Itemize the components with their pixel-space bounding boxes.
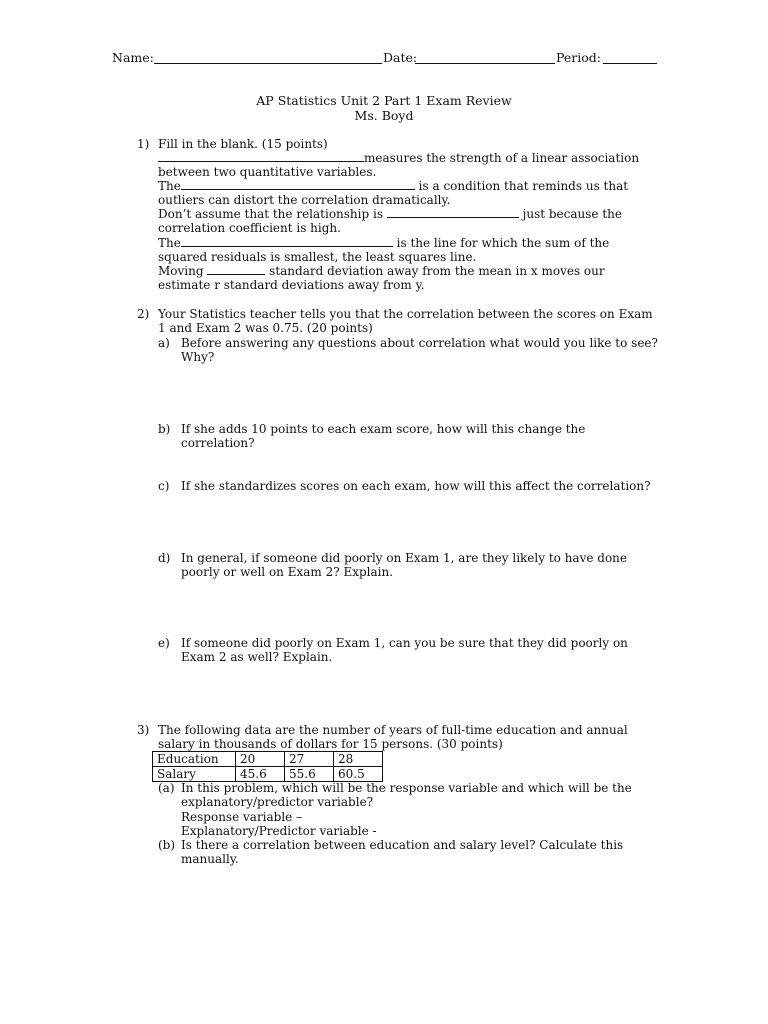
name-label: Name: bbox=[112, 50, 154, 65]
q2-part-c-label: c) bbox=[158, 479, 170, 493]
blank-1[interactable] bbox=[158, 151, 364, 162]
q1-line3-text: is a condition that reminds us that bbox=[414, 179, 629, 193]
q1-line1-text: measures the strength of a linear association bbox=[364, 151, 640, 165]
q3-part-a-text: In this problem, which will be the response variable and which will be the explanatory/predictor variable? bbox=[181, 781, 632, 810]
q3-response-variable: Response variable – bbox=[181, 810, 303, 824]
table-cell: 20 bbox=[236, 752, 285, 767]
q1-line5-start: Don’t assume that the relationship is bbox=[158, 207, 387, 221]
q2-part-e-text: If someone did poorly on Exam 1, can you be sure that they did poorly on Exam 2 as well? Explain. bbox=[181, 636, 628, 665]
question-2-number: 2) bbox=[137, 307, 150, 321]
student-info-line bbox=[112, 50, 657, 68]
period-label: Period: bbox=[556, 50, 601, 65]
q1-line7-text: is the line for which the sum of the bbox=[392, 236, 610, 250]
question-1-line-1 bbox=[158, 151, 639, 165]
table-cell: 45.6 bbox=[236, 767, 285, 782]
q2-part-a-text: Before answering any questions about correlation what would you like to see? Why? bbox=[181, 336, 658, 365]
blank-3[interactable] bbox=[387, 207, 519, 218]
question-3-text: The following data are the number of years of full-time education and annual salary in thousands of dollars for 15 persons. (30 points) bbox=[158, 723, 628, 752]
question-1-line-3 bbox=[158, 179, 628, 193]
question-2-text: Your Statistics teacher tells you that the correlation between the scores on Exam 1 and Exam 2 was 0.75. (20 points) bbox=[158, 307, 653, 336]
q2-part-d-text: In general, if someone did poorly on Exam 1, are they likely to have done poorly or well on Exam 2? Explain. bbox=[181, 551, 628, 580]
table-row bbox=[153, 752, 383, 767]
q1-line3-start: The bbox=[158, 179, 181, 193]
q2-part-d-label: d) bbox=[158, 551, 171, 565]
q3-explanatory-variable: Explanatory/Predictor variable - bbox=[181, 824, 377, 838]
name-blank[interactable] bbox=[154, 63, 382, 64]
question-1-line-2: between two quantitative variables. bbox=[158, 165, 377, 179]
table-row bbox=[153, 767, 383, 782]
q2-part-b-label: b) bbox=[158, 422, 171, 436]
q2-part-c-text: If she standardizes scores on each exam, how will this affect the correlation? bbox=[181, 479, 651, 493]
question-1-line-7 bbox=[158, 236, 609, 250]
question-1-line-8: squared residuals is smallest, the least squares line. bbox=[158, 250, 477, 264]
question-1-intro: Fill in the blank. (15 points) bbox=[158, 137, 328, 151]
q1-line7-start: The bbox=[158, 236, 181, 250]
question-1-line-9 bbox=[158, 264, 605, 278]
table-cell: 28 bbox=[334, 752, 383, 767]
date-label: Date: bbox=[383, 50, 418, 65]
table-cell: 60.5 bbox=[334, 767, 383, 782]
date-blank[interactable] bbox=[415, 63, 555, 64]
q1-line9-start: Moving bbox=[158, 264, 208, 278]
question-1-line-10: estimate r standard deviations away from y. bbox=[158, 278, 425, 292]
q1-line5-text: just because the bbox=[518, 207, 622, 221]
q3-part-b-text: Is there a correlation between education and salary level? Calculate this manually. bbox=[181, 838, 624, 867]
question-1-line-5 bbox=[158, 207, 622, 221]
question-1-line-6: correlation coefficient is high. bbox=[158, 221, 341, 235]
q3-part-b-label: (b) bbox=[158, 838, 176, 852]
period-blank[interactable] bbox=[603, 63, 657, 64]
question-1-line-4: outliers can distort the correlation dramatically. bbox=[158, 193, 451, 207]
table-cell: Salary bbox=[153, 767, 236, 782]
q2-part-a-label: a) bbox=[158, 336, 170, 350]
education-salary-table bbox=[152, 751, 383, 782]
blank-4[interactable] bbox=[181, 236, 393, 247]
q1-line9-text: standard deviation away from the mean in x moves our bbox=[265, 264, 605, 278]
table-cell: 55.6 bbox=[285, 767, 334, 782]
blank-5[interactable] bbox=[207, 264, 265, 275]
table-cell: 27 bbox=[285, 752, 334, 767]
table-cell: Education bbox=[153, 752, 236, 767]
q2-part-e-label: e) bbox=[158, 636, 170, 650]
blank-2[interactable] bbox=[181, 179, 415, 190]
page-subtitle: Ms. Boyd bbox=[354, 108, 414, 123]
q2-part-b-text: If she adds 10 points to each exam score, how will this change the correlation? bbox=[181, 422, 586, 451]
page-title: AP Statistics Unit 2 Part 1 Exam Review bbox=[256, 93, 512, 108]
question-1-number: 1) bbox=[137, 137, 150, 151]
q3-part-a-label: (a) bbox=[158, 781, 175, 795]
question-3-number: 3) bbox=[137, 723, 150, 737]
